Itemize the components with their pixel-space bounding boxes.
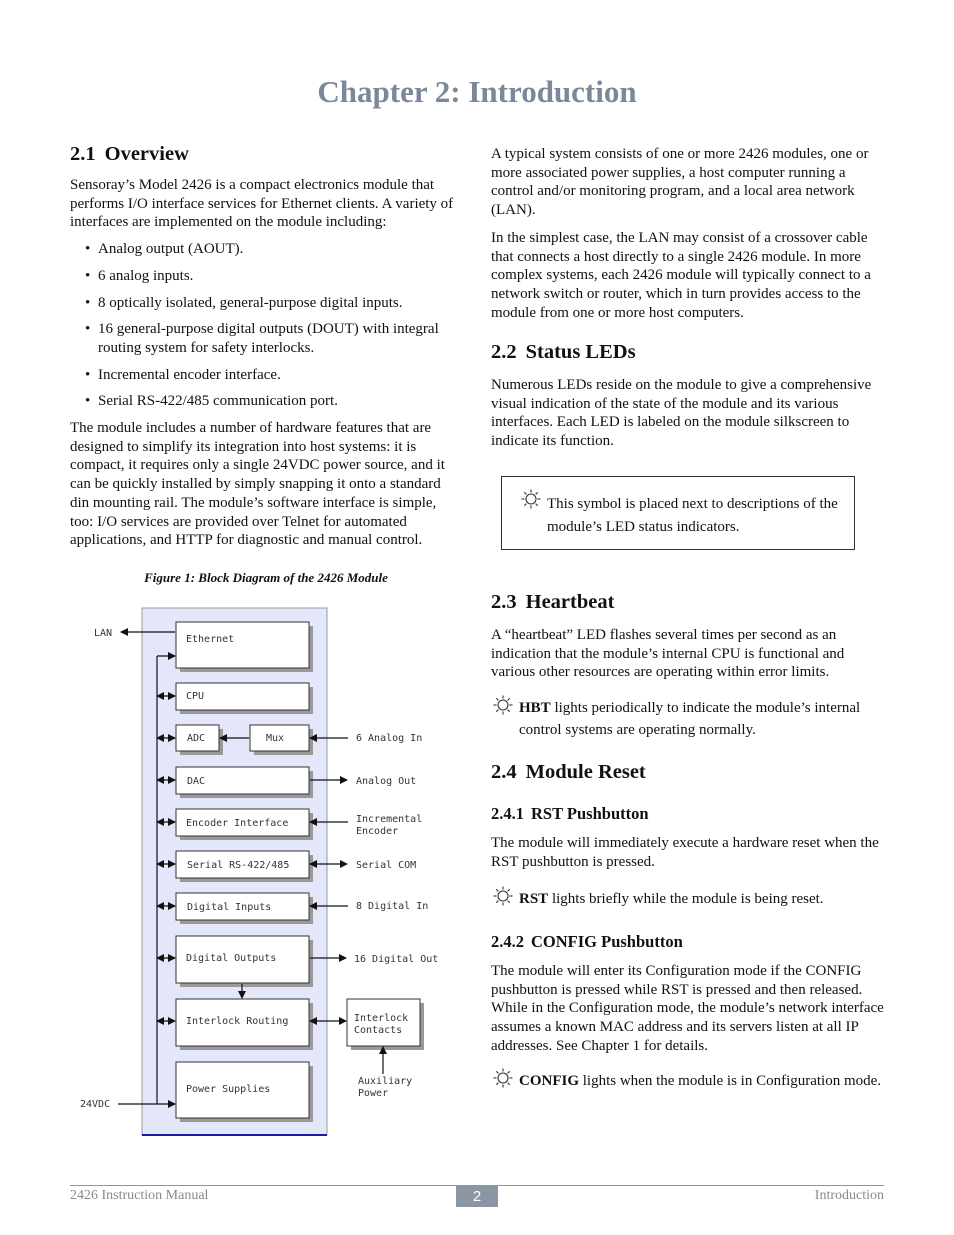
page-number: 2 (456, 1186, 498, 1207)
section-heartbeat (491, 591, 884, 682)
config-heading (491, 932, 884, 952)
section-number: 2.2 (491, 341, 517, 363)
overview-paragraph: The module includes a number of hardware features that are designed to simplify its integration into host systems: it is compact, it requires only a single 24VDC power source, and it can be quickly installed by simply snapping it onto a standard din mounting rail. The module’s software interface is simple, too: I/O services are provided over Telnet for automated applications, and HTTP for diagnostic and manual control. (70, 420, 445, 549)
subsection-number: 2.4.2 (491, 932, 524, 951)
section-number: 2.1 (70, 143, 96, 165)
list-item: • 16 general-purpose digital outputs (DOUT) with integral routing system for safety interlocks. (70, 320, 462, 357)
interlock-contacts-block (347, 999, 424, 1050)
encoder-interface-block (176, 809, 313, 840)
led-name: HBT (519, 700, 551, 716)
block-label: Serial RS-422/485 (187, 860, 290, 871)
module-reset-heading (491, 761, 884, 784)
serial-com-label: Serial COM (356, 860, 417, 871)
rst-heading (491, 804, 884, 824)
paragraph: A “heartbeat” LED flashes several times per second as an indication that the module’s internal CPU is functional and various other resources are operating within error limits. (491, 627, 845, 681)
list-item: • Analog output (AOUT). (70, 240, 462, 259)
section-module-reset (491, 761, 884, 871)
section-status-leds (491, 341, 884, 451)
aux-power-label: Power (358, 1088, 389, 1099)
digital-out-label: 16 Digital Out (354, 954, 439, 965)
block-label: Ethernet (186, 634, 235, 645)
led-name: CONFIG (519, 1073, 579, 1089)
note-text: This symbol is placed next to descriptions of the module’s LED status indicators. (547, 496, 838, 535)
subsection-title: CONFIG Pushbutton (531, 932, 683, 951)
adc-block (176, 725, 223, 755)
led-text: lights briefly while the module is being reset. (548, 891, 824, 907)
section-config (491, 932, 884, 1056)
block-label: ADC (187, 733, 206, 744)
digital-in-label: 8 Digital In (356, 901, 429, 912)
block-label: Digital Outputs (186, 953, 277, 964)
footer-chapter-name: Introduction (814, 1188, 884, 1203)
encoder-label: Encoder (356, 826, 399, 837)
dac-block (176, 767, 313, 798)
subsection-title: RST Pushbutton (531, 804, 649, 823)
block-label: Interlock (354, 1013, 409, 1024)
figure-caption: Figure 1: Block Diagram of the 2426 Module (144, 570, 388, 585)
paragraph: In the simplest case, the LAN may consist of a crossover cable that connects a host directly to a single 2426 module. In more complex systems, each 2426 module will typically connect to a network switch or router, which in turn provides access to the module from one or more host computers. (491, 229, 871, 321)
paragraph: The module will enter its Configuration mode if the CONFIG pushbutton is pressed while RST is pressed and then released. While in the Configuration mode, the module’s network interface assumes a known MAC address and its servers listen at all IP addresses. See Chapter 1 for details. (491, 963, 884, 1054)
footer-manual-title: 2426 Instruction Manual (70, 1188, 209, 1203)
serial-block (176, 851, 313, 882)
led-description (491, 888, 884, 910)
section-number: 2.4 (491, 761, 517, 783)
led-text: lights periodically to indicate the module’s internal control systems are operating normally. (519, 700, 861, 738)
paragraph: A typical system consists of one or more 2426 modules, one or more associated power supplies, a host computer running a control and/or monitoring program, and a local area network (LAN). (491, 146, 869, 219)
status-leds-heading (491, 341, 884, 364)
block-label: Interlock Routing (186, 1016, 289, 1027)
list-item: • Serial RS-422/485 communication port. (70, 392, 462, 411)
led-description (491, 697, 884, 741)
aux-power-label: Auxiliary (358, 1076, 413, 1087)
block-label: Power Supplies (186, 1084, 271, 1095)
list-item: • Incremental encoder interface. (70, 366, 462, 385)
rst-led-note (491, 888, 884, 910)
sun-icon (493, 695, 513, 715)
analog-out-label: Analog Out (356, 776, 417, 787)
overview-intro: Sensoray’s Model 2426 is a compact electronics module that performs I/O interface services for Ethernet clients. A variety of interfaces are implemented on the module including: (70, 177, 454, 231)
digital-outputs-block (176, 936, 313, 987)
led-name: RST (519, 891, 549, 907)
block-label: DAC (187, 776, 206, 787)
led-symbol-note (501, 476, 855, 550)
mux-block (250, 725, 313, 755)
section-title: Status LEDs (525, 341, 636, 363)
block-label: Mux (266, 733, 285, 744)
cpu-block (176, 683, 313, 714)
subsection-number: 2.4.1 (491, 804, 524, 823)
section-title: Module Reset (525, 761, 646, 783)
section-title: Overview (104, 143, 189, 165)
config-led-note (491, 1070, 884, 1092)
paragraph: The module will immediately execute a hardware reset when the RST pushbutton is pressed. (491, 835, 879, 870)
chapter-title: Chapter 2: Introduction (317, 74, 637, 109)
block-label: Contacts (354, 1025, 403, 1036)
sun-icon (521, 489, 541, 509)
analog-in-label: 6 Analog In (356, 733, 423, 744)
hbt-led-note (491, 697, 884, 741)
paragraph: Numerous LEDs reside on the module to give a comprehensive visual indication of the state of the module and its various interfaces. Each LED is labeled on the module silkscreen to indicate its function. (491, 377, 872, 450)
sun-icon (493, 886, 513, 906)
sun-icon (493, 1068, 513, 1088)
list-item: • 6 analog inputs. (70, 267, 462, 286)
section-number: 2.3 (491, 591, 517, 613)
heartbeat-heading (491, 591, 884, 614)
vdc-label: 24VDC (80, 1099, 111, 1110)
lan-label: LAN (94, 628, 113, 639)
intro-continued (491, 145, 884, 322)
digital-inputs-block (176, 893, 313, 924)
led-description (491, 1070, 884, 1092)
interlock-routing-block (176, 999, 313, 1050)
ethernet-block (176, 622, 313, 672)
block-label: Digital Inputs (187, 902, 272, 913)
power-supplies-block (176, 1062, 313, 1122)
list-item: • 8 optically isolated, general-purpose digital inputs. (70, 294, 462, 313)
block-label: Encoder Interface (186, 818, 289, 829)
encoder-label: Incremental (356, 814, 423, 825)
led-text: lights when the module is in Configuration mode. (579, 1073, 882, 1089)
section-title: Heartbeat (525, 591, 615, 613)
block-label: CPU (186, 691, 205, 702)
